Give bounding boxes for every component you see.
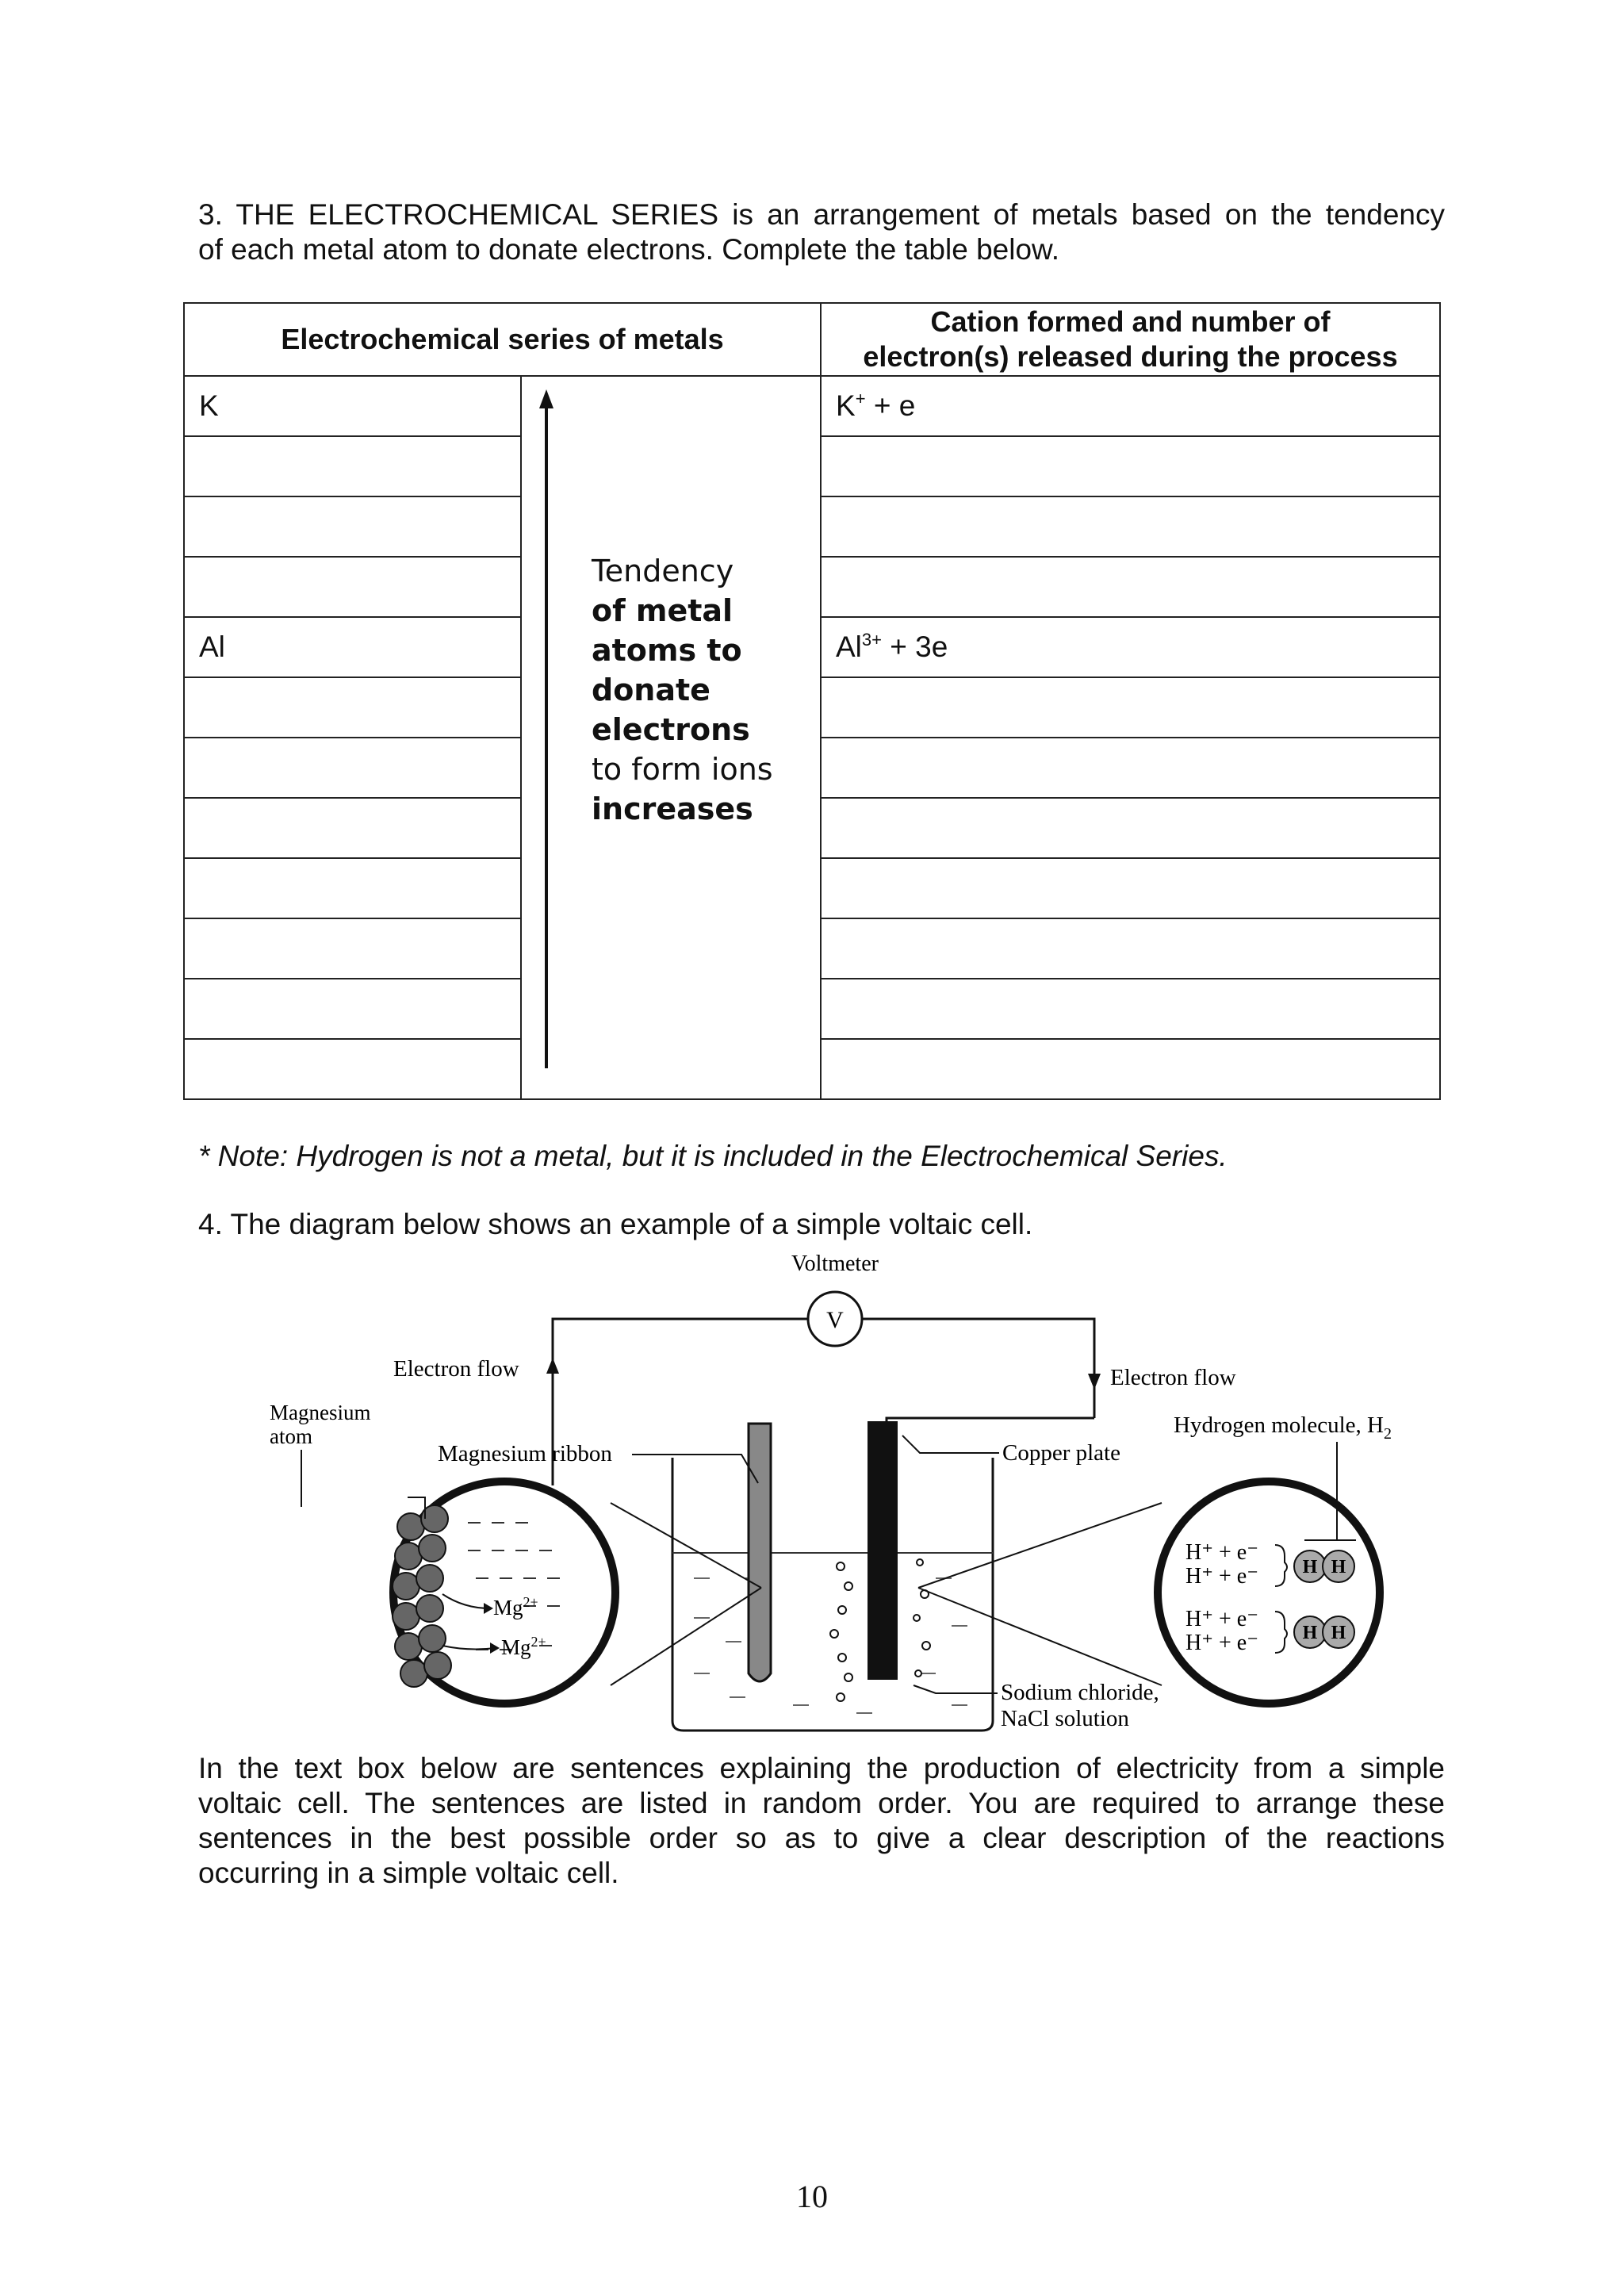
voltmeter-label: Voltmeter xyxy=(791,1251,879,1276)
cation-cell[interactable] xyxy=(821,918,1440,979)
metal-cell[interactable] xyxy=(184,738,521,798)
cation-cell[interactable] xyxy=(821,496,1440,557)
q3-line-2: of each metal atom to donate electrons. Complete the table below. xyxy=(198,233,1059,266)
question-3-text xyxy=(198,197,1445,267)
cation-cell[interactable] xyxy=(821,1039,1440,1099)
h-plus-e-text: H⁺ + e⁻ xyxy=(1185,1540,1258,1565)
tendency-line: atoms to xyxy=(592,633,742,668)
tendency-label xyxy=(592,551,773,829)
header-cation-line-1: Cation formed and number of xyxy=(930,305,1331,338)
svg-text:H: H xyxy=(1331,1623,1346,1643)
metal-cell[interactable] xyxy=(184,858,521,918)
electron-flow-left-label: Electron flow xyxy=(393,1356,519,1382)
svg-text:H: H xyxy=(1302,1557,1318,1577)
h-plus-e-text: H⁺ + e⁻ xyxy=(1185,1564,1258,1589)
cation-cell[interactable] xyxy=(821,617,1440,677)
tendency-line: Tendency xyxy=(592,554,734,588)
hydrogen-note: * Note: Hydrogen is not a metal, but it is included in the Electrochemical Series. xyxy=(198,1140,1228,1172)
header-cation-formed xyxy=(821,303,1440,376)
hydrogen-zoom-circle xyxy=(1158,1481,1380,1704)
magnesium-ribbon-label: Magnesium ribbon xyxy=(438,1441,612,1466)
cation-cell[interactable] xyxy=(821,677,1440,738)
metal-cell[interactable]: K xyxy=(184,376,521,436)
question-4-text: 4. The diagram below shows an example of a simple voltaic cell. xyxy=(198,1208,1033,1240)
cation-cell[interactable] xyxy=(821,979,1440,1039)
h-plus-e-text: H⁺ + e⁻ xyxy=(1185,1607,1258,1631)
svg-text:H: H xyxy=(1331,1557,1346,1577)
metal-cell[interactable]: Al xyxy=(184,617,521,677)
tendency-line: increases xyxy=(592,792,753,826)
cation-charge: 3+ xyxy=(861,630,882,650)
cation-charge: + xyxy=(855,389,866,408)
metal-cell[interactable] xyxy=(184,918,521,979)
electrochemical-series-table xyxy=(183,302,1441,1100)
sodium-chloride-label-line-2: NaCl solution xyxy=(1001,1706,1129,1731)
cation-cell[interactable] xyxy=(821,557,1440,617)
copper-plate-label: Copper plate xyxy=(1002,1440,1120,1466)
cation-symbol: K xyxy=(836,389,856,422)
mg-ion-label: $Mg^{2+}$ xyxy=(501,1634,546,1659)
cation-cell[interactable] xyxy=(821,376,1440,436)
q3-line-1: 3. THE ELECTROCHEMICAL SERIES is an arrangement of metals based on the tendency xyxy=(198,198,1445,231)
electron-flow-right-label: Electron flow xyxy=(1110,1365,1236,1390)
magnesium-ribbon xyxy=(749,1424,771,1681)
voltaic-cell-diagram xyxy=(238,1245,1443,1745)
header-electrochemical-series: Electrochemical series of metals xyxy=(184,303,821,376)
right-wire xyxy=(862,1319,1094,1376)
tendency-arrow-cell xyxy=(521,376,821,1099)
tendency-line: of metal xyxy=(592,593,733,628)
instruction-paragraph xyxy=(198,1751,1445,1891)
tendency-line: donate xyxy=(592,673,710,707)
sodium-chloride-label-line-1: Sodium chloride, xyxy=(1001,1680,1159,1705)
electron-flow-up-arrow-icon xyxy=(546,1358,559,1374)
page-number: 10 xyxy=(796,2179,828,2214)
mg-ion-label: $Mg^{2+}$ xyxy=(493,1594,538,1619)
para-line: sentences in the best possible order so as to give a clear description of the reactions xyxy=(198,1822,1445,1854)
metal-cell[interactable] xyxy=(184,1039,521,1099)
metal-cell[interactable] xyxy=(184,979,521,1039)
tendency-line: electrons xyxy=(592,712,750,747)
cation-cell[interactable] xyxy=(821,738,1440,798)
metal-cell[interactable] xyxy=(184,496,521,557)
metal-cell[interactable] xyxy=(184,798,521,858)
hydrogen-molecule-label: Hydrogen molecule, $H_2$ xyxy=(1174,1412,1392,1443)
cation-cell[interactable] xyxy=(821,436,1440,496)
metal-cell[interactable] xyxy=(184,557,521,617)
para-line: occurring in a simple voltaic cell. xyxy=(198,1857,619,1889)
magnesium-atom-label-line-2: atom xyxy=(270,1424,312,1448)
metal-cell[interactable] xyxy=(184,677,521,738)
para-line: In the text box below are sentences explaining the production of electricity from a simple xyxy=(198,1752,1445,1784)
cation-cell[interactable] xyxy=(821,798,1440,858)
metal-cell[interactable] xyxy=(184,436,521,496)
copper-plate xyxy=(868,1421,898,1680)
magnesium-atom-label-line-1: Magnesium xyxy=(270,1401,371,1424)
svg-text:H: H xyxy=(1302,1623,1318,1643)
header-cation-line-2: electron(s) released during the process xyxy=(863,340,1398,373)
beaker xyxy=(672,1458,993,1731)
cation-cell[interactable] xyxy=(821,858,1440,918)
h-plus-e-text: H⁺ + e⁻ xyxy=(1185,1631,1258,1655)
tendency-line: to form ions xyxy=(592,752,773,787)
electrons-released: + 3e xyxy=(882,631,948,663)
voltmeter-v: V xyxy=(826,1307,844,1333)
electrons-released: + e xyxy=(865,389,916,422)
para-line: voltaic cell. The sentences are listed in random order. You are required to arrange these xyxy=(198,1787,1445,1819)
cation-symbol: Al xyxy=(836,631,862,663)
